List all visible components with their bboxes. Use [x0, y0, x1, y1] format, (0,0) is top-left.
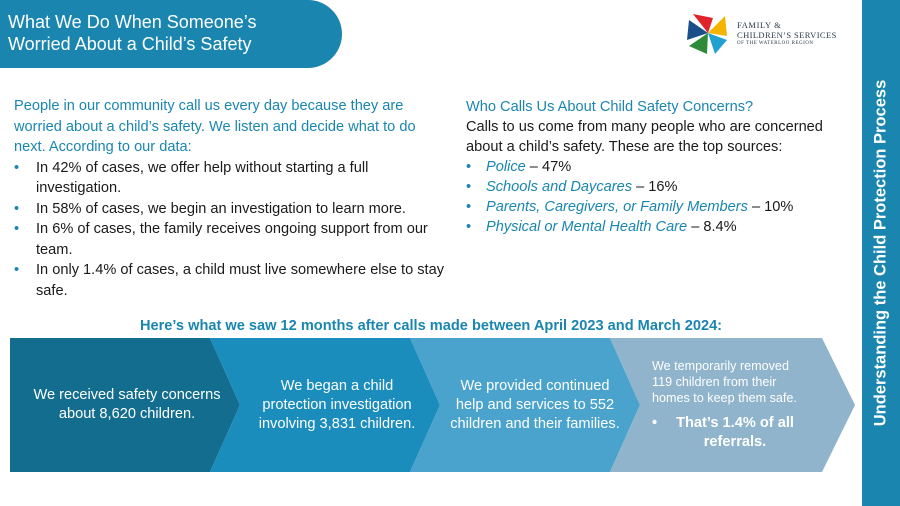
- step-text: We received safety concerns about 8,620 children.: [33, 387, 221, 422]
- process-heading: Here’s what we saw 12 months after calls made between April 2023 and March 2024:: [139, 318, 723, 334]
- list-item: • In 6% of cases, the family receives ongoing support from our team.: [14, 221, 428, 258]
- list-item: • In 42% of cases, we offer help without starting a full investigation.: [14, 159, 369, 196]
- pinwheel-logo-icon: [685, 10, 731, 56]
- step-text: We temporarily removed 119 children from their homes to keep them safe.: [652, 359, 797, 405]
- source-value: – 47%: [525, 159, 572, 175]
- source-name: Parents, Caregivers, or Family Members: [486, 199, 748, 215]
- logo-line-3: OF THE WATERLOO REGION: [737, 41, 814, 46]
- list-item: • In only 1.4% of cases, a child must live somewhere else to stay safe.: [14, 262, 445, 299]
- process-step-2: [252, 338, 422, 472]
- step-highlight: • That’s 1.4% of all referrals.: [652, 415, 794, 450]
- process-step-1: [32, 338, 222, 472]
- source-name: Schools and Daycares: [486, 179, 633, 195]
- step-text: We provided continued help and services to 552 children and their families.: [450, 377, 620, 432]
- callers-source-list: [466, 157, 846, 237]
- source-value: – 10%: [747, 199, 794, 215]
- list-item: • Parents, Caregivers, or Family Members – 10%: [466, 199, 794, 215]
- intro-text: People in our community call us every day because they are worried about a child’s safety. We listen and decide what to do next. According to our data:: [14, 98, 416, 155]
- page-title-line-2: Worried About a Child’s Safety: [8, 34, 252, 54]
- organization-logo: [685, 10, 855, 58]
- page-title-line-1: What We Do When Someone’s: [8, 12, 257, 32]
- callers-text: Calls to us come from many people who are concerned about a child’s safety. These are the top sources:: [466, 119, 823, 155]
- list-item: • Police – 47%: [466, 159, 572, 175]
- source-value: – 16%: [632, 179, 678, 195]
- step-highlight-text: That’s 1.4% of all referrals.: [676, 415, 794, 450]
- logo-line-1: FAMILY &: [737, 20, 782, 30]
- source-value: – 8.4%: [687, 219, 737, 235]
- bullet-text: In 42% of cases, we offer help without starting a full investigation.: [36, 159, 369, 196]
- intro-section: [14, 96, 444, 301]
- intro-bullet-list: [14, 158, 444, 302]
- logo-line-2: CHILDREN’S SERVICES: [737, 30, 837, 40]
- step-text: We began a child protection investigation involving 3,831 children.: [258, 377, 416, 432]
- process-step-4: [652, 338, 802, 472]
- process-chevrons: [0, 338, 862, 472]
- source-name: Police: [486, 159, 526, 175]
- bullet-text: In 58% of cases, we begin an investigation to learn more.: [36, 200, 406, 217]
- side-bar: [862, 0, 900, 506]
- source-name: Physical or Mental Health Care: [486, 219, 688, 235]
- callers-heading: Who Calls Us About Child Safety Concerns?: [466, 99, 754, 115]
- side-bar-label: Understanding the Child Protection Process: [871, 79, 890, 427]
- title-banner: [0, 0, 342, 68]
- list-item: • Physical or Mental Health Care – 8.4%: [466, 219, 737, 235]
- list-item: • Schools and Daycares – 16%: [466, 179, 678, 195]
- logo-wordmark: [737, 20, 837, 47]
- process-step-3: [450, 338, 620, 472]
- bullet-text: In only 1.4% of cases, a child must live somewhere else to stay safe.: [36, 262, 445, 299]
- callers-section: [466, 97, 846, 237]
- list-item: • In 58% of cases, we begin an investigation to learn more.: [14, 200, 406, 217]
- bullet-text: In 6% of cases, the family receives ongoing support from our team.: [36, 221, 428, 258]
